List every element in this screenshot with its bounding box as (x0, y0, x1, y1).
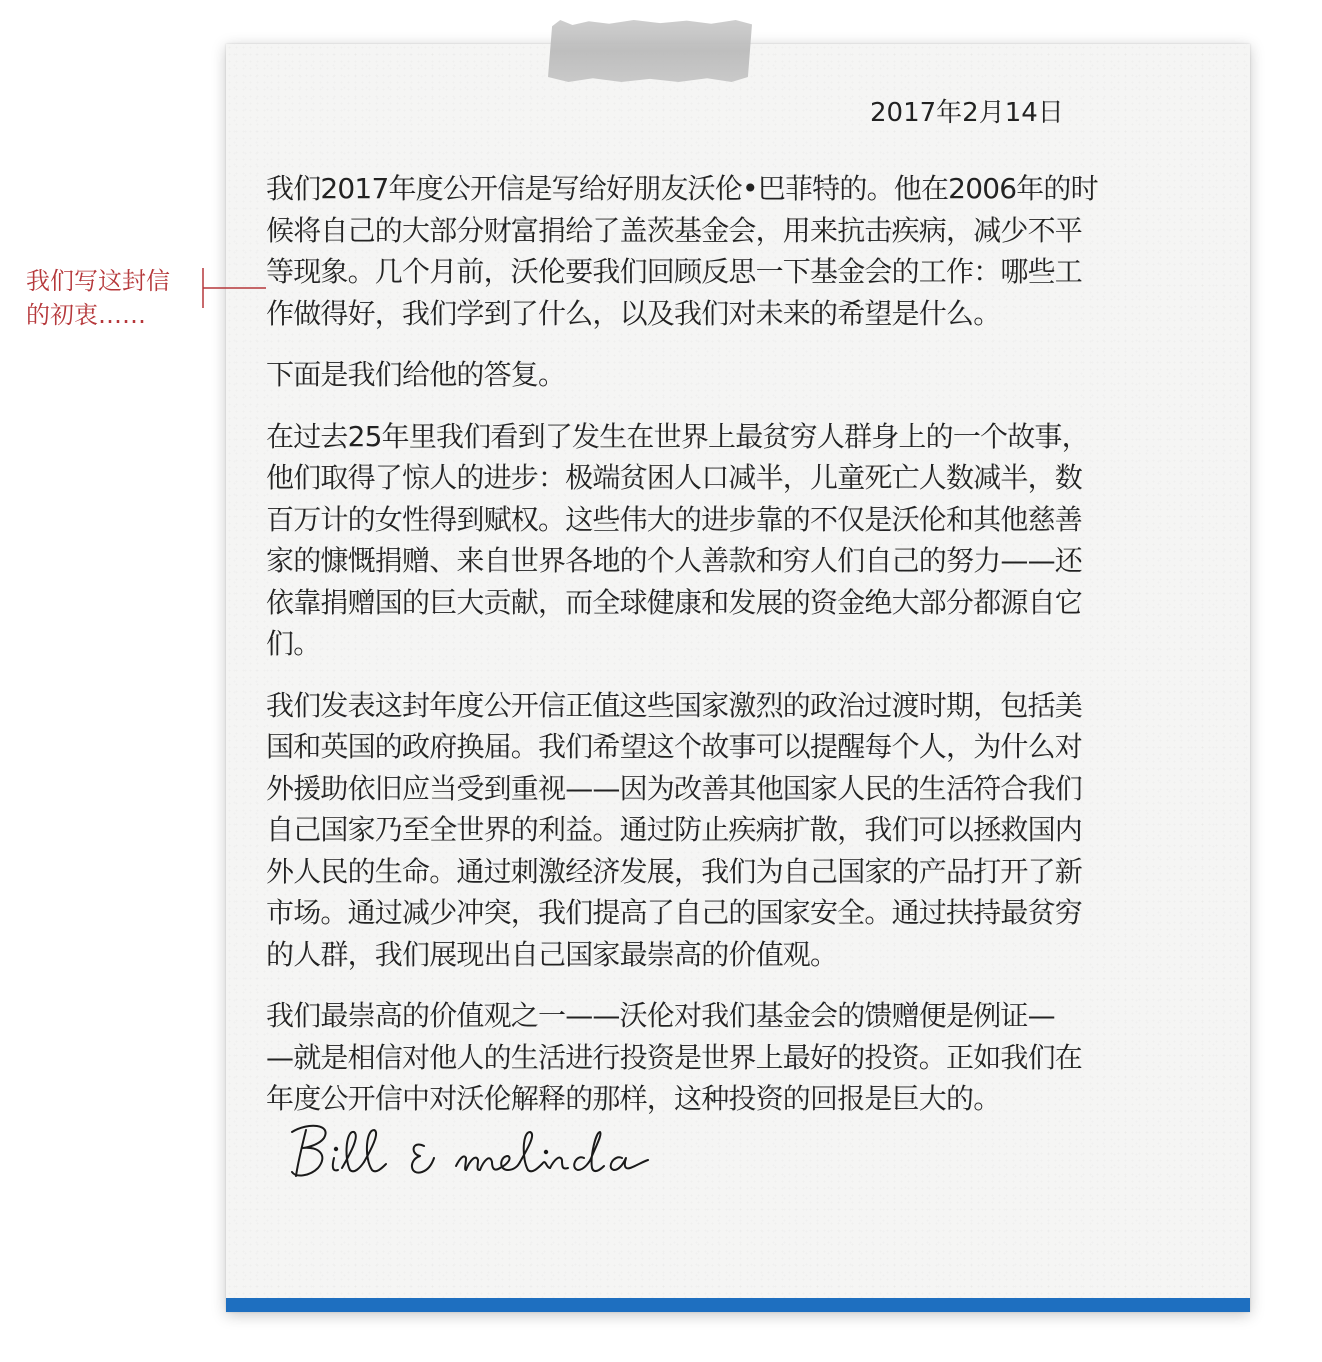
tape-strip (548, 20, 752, 82)
letter-paragraph: 下面是我们给他的答复。 (266, 358, 566, 391)
handwritten-signature (284, 1118, 674, 1190)
annotation-connector-line (202, 268, 266, 308)
letter-body (266, 168, 1216, 1140)
letter-date: 2017年2月14日 (870, 98, 1064, 128)
margin-annotation: 我们写这封信 的初衷…… (26, 267, 170, 329)
letter-paragraph: 我们2017年度公开信是写给好朋友沃伦•巴菲特的。他在2006年的时 候将自己的大部分财富捐给了盖茨基金会，用来抗击疾病，减少不平 等现象。几个月前，沃伦要我们回顾反思一下基金会的工作：哪些工 作做得好，我们学到了什么，以及我们对未来的希望是什么。 (266, 172, 1098, 330)
paper-bottom-bar (226, 1298, 1250, 1312)
letter-paragraph: 我们发表这封年度公开信正值这些国家激烈的政治过渡时期，包括美 国和英国的政府换届。我们希望这个故事可以提醒每个人，为什么对 外援助依旧应当受到重视——因为改善其他国家人民的生活符合我们 自己国家乃至全世界的利益。通过防止疾病扩散，我们可以拯救国内 外人民的生命。通过刺激经济发展，我们为自己国家的产品打开了新 市场。通过减少冲突，我们提高了自己的国家安全。通过扶持最贫穷 的人群，我们展现出自己国家最崇高的价值观。 (266, 688, 1083, 971)
letter-paragraph: 在过去25年里我们看到了发生在世界上最贫穷人群身上的一个故事， 他们取得了惊人的进步：极端贫困人口减半，儿童死亡人数减半，数 百万计的女性得到赋权。这些伟大的进步靠的不仅是沃伦和其他慈善 家的慷慨捐赠、来自世界各地的个人善款和穷人们自己的努力——还 依靠捐赠国的巨大贡献，而全球健康和发展的资金绝大部分都源自它 们。 (266, 419, 1089, 660)
letter-paragraph: 我们最崇高的价值观之一——沃伦对我们基金会的馈赠便是例证— —就是相信对他人的生活进行投资是世界上最好的投资。正如我们在 年度公开信中对沃伦解释的那样，这种投资的回报是巨大的。 (266, 999, 1083, 1115)
